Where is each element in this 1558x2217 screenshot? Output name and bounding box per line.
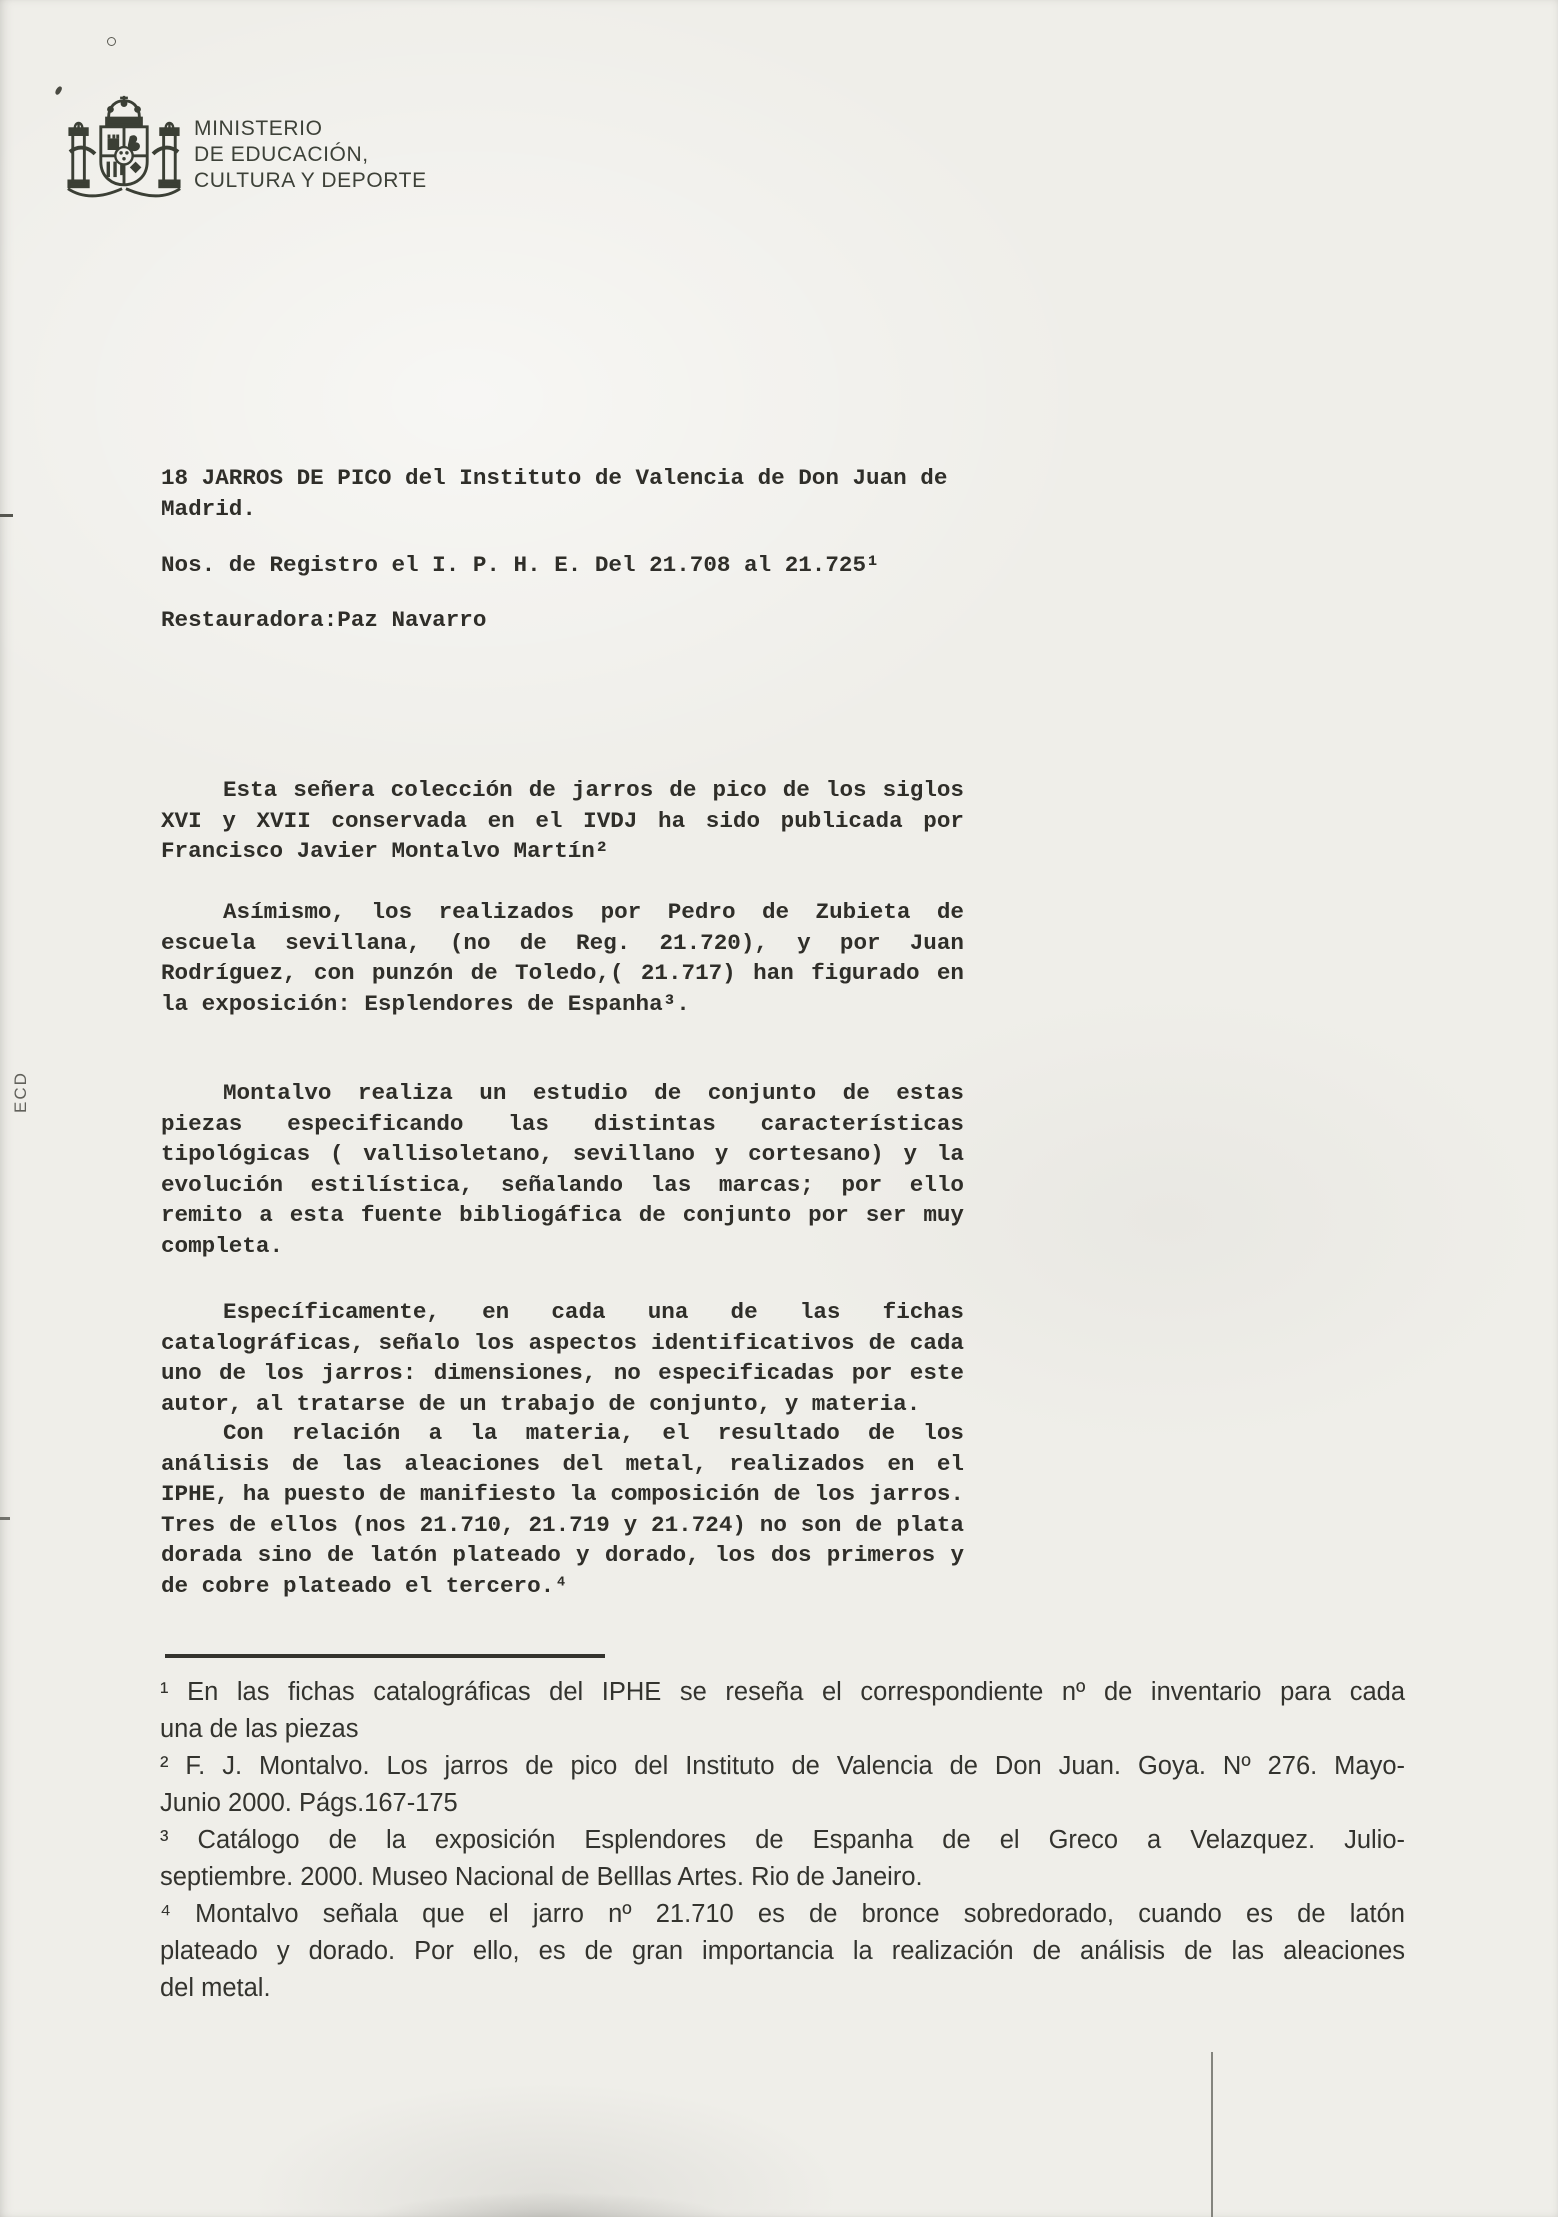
registry-line: Nos. de Registro el I. P. H. E. Del 21.708 al 21.725¹: [161, 552, 880, 578]
scan-artifact-edge-dash: [0, 1517, 10, 1520]
footnote-4: [160, 1896, 1405, 2007]
text-line: ⁴ Montalvo señala que el jarro nº 21.710 es de bronce sobredorado, cuando es de latón: [160, 1900, 1405, 1928]
text-line: dorada sino de latón plateado y dorado, los dos primeros y: [161, 1542, 964, 1568]
text-line: ¹ En las fichas catalográficas del IPHE se reseña el correspondiente nº de inventario para cada: [160, 1678, 1405, 1706]
text-line: completa.: [161, 1232, 284, 1259]
body-paragraph: [161, 1418, 964, 1601]
text-line: Con relación a la materia, el resultado de los: [223, 1420, 964, 1446]
text-line: XVI y XVII conservada en el IVDJ ha sido publicada por: [161, 807, 964, 834]
scan-artifact-speck: [54, 85, 63, 95]
scan-artifact-smudge: [370, 2192, 730, 2217]
text-line: piezas especificando las distintas características: [161, 1110, 964, 1137]
text-line: IPHE, ha puesto de manifiesto la composición de los jarros.: [161, 1481, 964, 1507]
footnotes-section: [160, 1674, 1405, 2007]
text-line: ³ Catálogo de la exposición Esplendores de Espanha de el Greco a Velazquez. Julio-: [160, 1826, 1405, 1854]
text-line: autor, al tratarse de un trabajo de conjunto, y materia.: [161, 1390, 921, 1417]
text-line: análisis de las aleaciones del metal, realizados en el: [161, 1450, 964, 1477]
ministry-wordmark-line: CULTURA Y DEPORTE: [194, 169, 427, 192]
scan-artifact-vertical-line: [1211, 2052, 1213, 2217]
scan-artifact-ring: [107, 37, 116, 46]
ministry-wordmark-line: MINISTERIO: [194, 117, 323, 140]
text-line: Madrid.: [161, 495, 256, 522]
text-line: la exposición: Esplendores de Espanha³.: [161, 990, 690, 1017]
scan-artifact-edge-dash: [0, 514, 13, 517]
body-paragraph: [161, 775, 964, 867]
text-line: Junio 2000. Págs.167-175: [160, 1789, 458, 1817]
text-line: Francisco Javier Montalvo Martín²: [161, 838, 609, 864]
ecd-margin-label: ECD: [11, 1071, 30, 1113]
ministry-wordmark: [194, 116, 427, 194]
text-line: Rodríguez, con punzón de Toledo,( 21.717) han figurado en: [161, 960, 964, 986]
text-line: 18 JARROS DE PICO del Instituto de Valencia de Don Juan de: [161, 465, 948, 491]
text-line: plateado y dorado. Por ello, es de gran importancia la realización de análisis de las aleaciones: [160, 1937, 1405, 1965]
body-paragraph: [161, 897, 964, 1019]
text-line: Específicamente, en cada una de las fichas: [223, 1299, 964, 1325]
text-line: de cobre plateado el tercero.⁴: [161, 1572, 568, 1599]
text-line: tipológicas ( vallisoletano, sevillano y cortesano) y la: [161, 1141, 964, 1167]
text-line: catalográficas, señalo los aspectos identificativos de cada: [161, 1329, 964, 1356]
text-line: una de las piezas: [160, 1715, 359, 1743]
body-paragraph: [161, 1078, 964, 1261]
text-line: Montalvo realiza un estudio de conjunto de estas: [223, 1080, 964, 1106]
text-line: ² F. J. Montalvo. Los jarros de pico del Instituto de Valencia de Don Juan. Goya. Nº 276. Mayo-: [160, 1752, 1405, 1780]
text-line: Tres de ellos (nos 21.710, 21.719 y 21.724) no son de plata: [161, 1511, 964, 1538]
ministry-wordmark-line: DE EDUCACIÓN,: [194, 143, 369, 166]
text-line: Asímismo, los realizados por Pedro de Zubieta de: [223, 899, 964, 925]
footnote-2: [160, 1748, 1405, 1822]
body-paragraph: [161, 1297, 964, 1419]
text-line: Esta señera colección de jarros de pico de los siglos: [223, 777, 964, 803]
ministry-logo: [66, 88, 586, 218]
footnote-separator: [165, 1654, 605, 1658]
text-line: escuela sevillana, (no de Reg. 21.720), y por Juan: [161, 929, 964, 956]
text-line: uno de los jarros: dimensiones, no especificadas por este: [161, 1360, 964, 1386]
text-line: del metal.: [160, 1974, 271, 2002]
text-line: remito a esta fuente bibliogáfica de conjunto por ser muy: [161, 1202, 964, 1228]
document-title: [161, 463, 964, 524]
text-line: septiembre. 2000. Museo Nacional de Belllas Artes. Rio de Janeiro.: [160, 1863, 923, 1891]
restorer-line: Restauradora:Paz Navarro: [161, 607, 487, 633]
footnote-1: [160, 1674, 1405, 1748]
footnote-3: [160, 1822, 1405, 1896]
text-line: evolución estilística, señalando las marcas; por ello: [161, 1171, 964, 1198]
spain-coat-of-arms-icon: [66, 92, 182, 208]
